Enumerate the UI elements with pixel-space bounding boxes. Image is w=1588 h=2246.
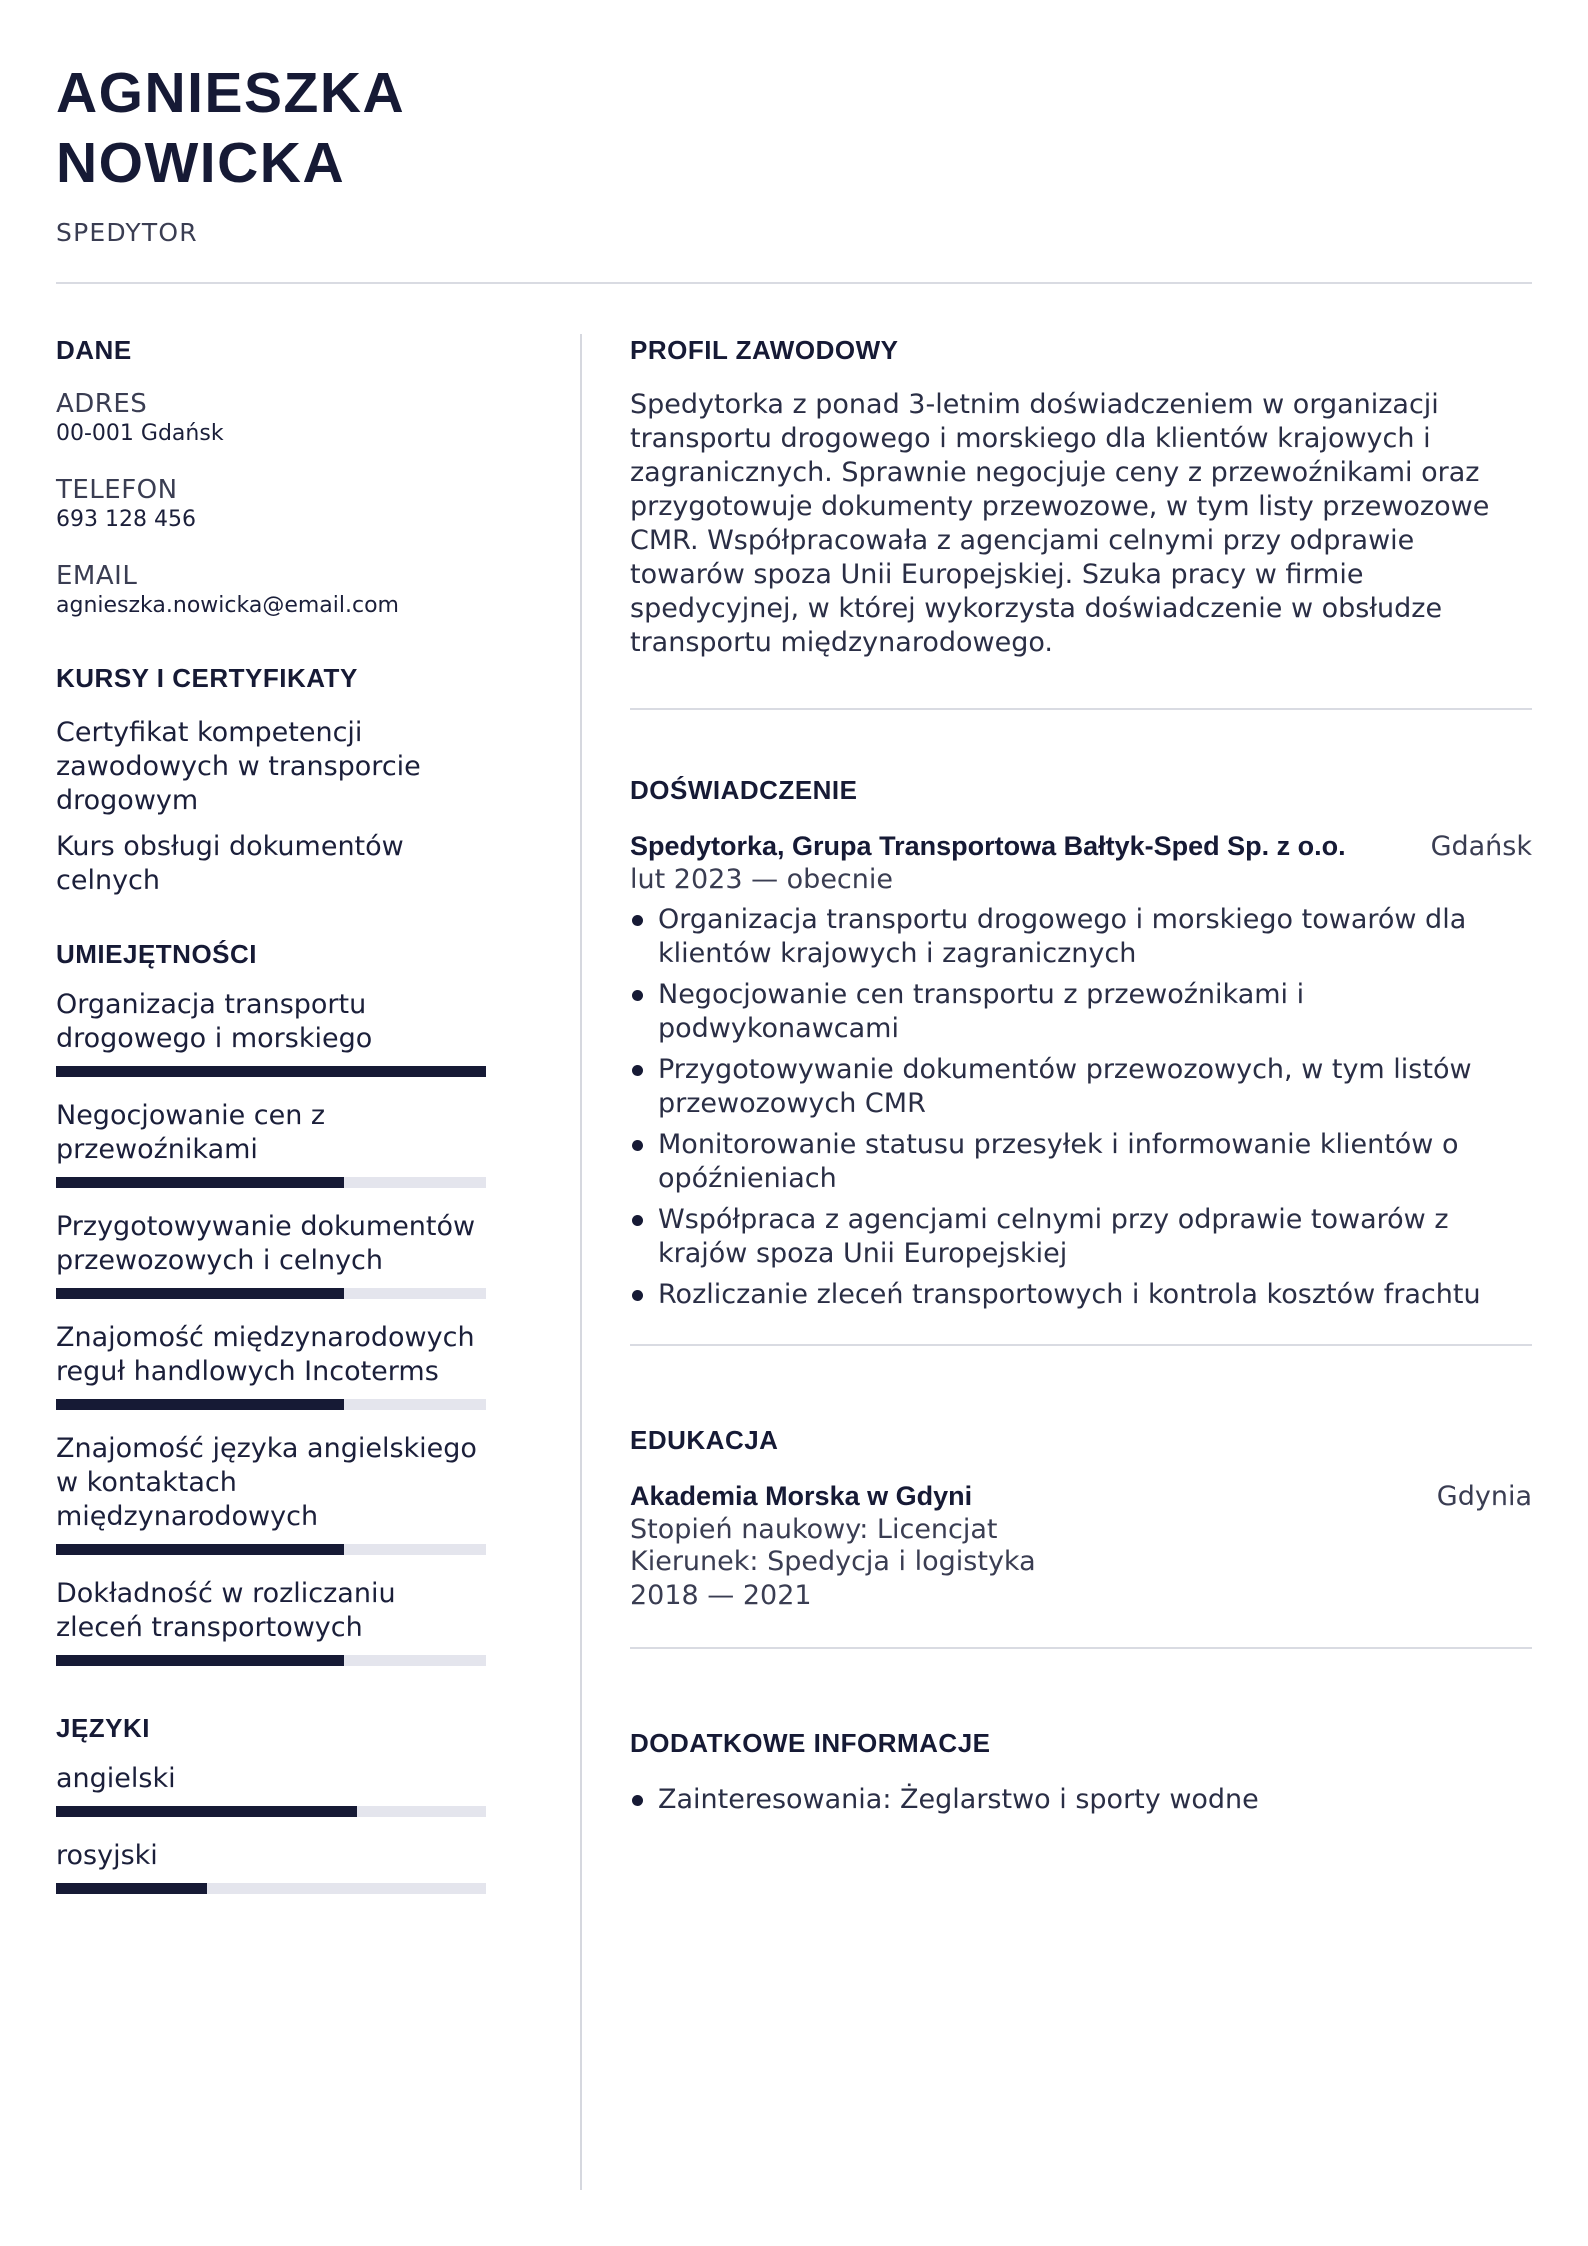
- bullet-item: [630, 903, 1532, 971]
- language-level-fill: [56, 1806, 357, 1817]
- bullet-item: [630, 1783, 1532, 1817]
- bullet-text: Organizacja transportu drogowego i morskiego towarów dla klientów krajowych i zagranicznych: [658, 904, 1467, 969]
- section-title: DANE: [56, 335, 132, 365]
- skill-item: [56, 1210, 486, 1299]
- field-label: EMAIL: [56, 561, 138, 591]
- contact-email: [56, 560, 486, 620]
- school-name: Akademia Morska w Gdyni: [630, 1481, 973, 1511]
- skills-list: [56, 988, 486, 1666]
- section-experience: [630, 774, 1532, 1312]
- skill-level-fill: [56, 1655, 344, 1666]
- name-last: NOWICKA: [56, 131, 346, 195]
- course-item: Certyfikat kompetencji zawodowych w transporcie drogowym: [56, 717, 421, 816]
- degree: Stopień naukowy: Licencjat: [630, 1514, 998, 1545]
- skill-name: Dokładność w rozliczaniu zleceń transportowych: [56, 1578, 396, 1643]
- job-location: Gdańsk: [1430, 831, 1532, 862]
- section-title: UMIEJĘTNOŚCI: [56, 939, 258, 969]
- school-location: Gdynia: [1436, 1481, 1532, 1512]
- section-title: KURSY I CERTYFIKATY: [56, 663, 358, 693]
- skill-name: Przygotowywanie dokumentów przewozowych i celnych: [56, 1211, 476, 1276]
- skill-name: Znajomość międzynarodowych reguł handlowych Incoterms: [56, 1322, 475, 1387]
- contact-phone: [56, 474, 486, 534]
- skill-name: Negocjowanie cen z przewoźnikami: [56, 1100, 326, 1165]
- bullet-text: Zainteresowania: Żeglarstwo i sporty wodne: [658, 1784, 1259, 1815]
- section-title: DOŚWIADCZENIE: [630, 775, 858, 805]
- skill-level-bar: [56, 1399, 486, 1410]
- field-of-study: Kierunek: Spedycja i logistyka: [630, 1546, 1036, 1577]
- bullet-text: Monitorowanie statusu przesyłek i informowanie klientów o opóźnieniach: [658, 1129, 1459, 1194]
- course-item: Kurs obsługi dokumentów celnych: [56, 831, 404, 896]
- field-value: 693 128 456: [56, 507, 196, 532]
- skill-item: [56, 1577, 486, 1666]
- section-skills: [56, 938, 486, 1666]
- section-divider: [630, 1344, 1532, 1346]
- job-title: SPEDYTOR: [56, 218, 198, 247]
- left-column: [56, 334, 486, 1894]
- language-level-fill: [56, 1883, 207, 1894]
- skill-level-fill: [56, 1177, 344, 1188]
- language-level-bar: [56, 1883, 486, 1894]
- contact-address: [56, 388, 486, 448]
- education-header: [630, 1480, 1532, 1513]
- field-label: TELEFON: [56, 475, 178, 505]
- job-responsibilities: [630, 903, 1532, 1312]
- skill-level-bar: [56, 1655, 486, 1666]
- section-courses: [56, 662, 486, 898]
- bullet-item: [630, 1278, 1532, 1312]
- skill-level-fill: [56, 1544, 344, 1555]
- languages-list: [56, 1762, 486, 1894]
- skill-level-fill: [56, 1066, 486, 1077]
- skill-item: [56, 1432, 486, 1555]
- skill-item: [56, 988, 486, 1077]
- section-divider: [630, 1647, 1532, 1649]
- bullet-dot-icon: [632, 1140, 643, 1151]
- bullet-item: [630, 1128, 1532, 1196]
- skill-level-fill: [56, 1399, 344, 1410]
- section-title: EDUKACJA: [630, 1425, 779, 1455]
- bullet-dot-icon: [632, 1065, 643, 1076]
- section-education: [630, 1424, 1532, 1613]
- candidate-name: [56, 58, 956, 198]
- skill-item: [56, 1321, 486, 1410]
- bullet-text: Współpraca z agencjami celnymi przy odprawie towarów z krajów spoza Unii Europejskiej: [658, 1204, 1449, 1269]
- education-dates: 2018 — 2021: [630, 1580, 812, 1611]
- bullet-dot-icon: [632, 1215, 643, 1226]
- section-profile: [630, 334, 1532, 660]
- skill-level-bar: [56, 1544, 486, 1555]
- right-column: [630, 334, 1532, 1817]
- section-divider: [630, 708, 1532, 710]
- skill-level-fill: [56, 1288, 344, 1299]
- skill-item: [56, 1099, 486, 1188]
- job-header: [630, 830, 1532, 863]
- section-title: DODATKOWE INFORMACJE: [630, 1728, 991, 1758]
- job-dates: lut 2023 — obecnie: [630, 864, 893, 895]
- skill-level-bar: [56, 1288, 486, 1299]
- section-title: PROFIL ZAWODOWY: [630, 335, 899, 365]
- skill-level-bar: [56, 1066, 486, 1077]
- language-item: [56, 1762, 486, 1817]
- skill-name: Znajomość języka angielskiego w kontaktach międzynarodowych: [56, 1433, 477, 1532]
- column-divider: [580, 334, 582, 2190]
- profile-text: Spedytorka z ponad 3-letnim doświadczeniem w organizacji transportu drogowego i morskiego dla klientów krajowych i zagranicznych. Sprawnie negocjuje ceny z przewoźnikami oraz przygotowuje dokumenty przewozowe, w tym listy przewozowe CMR. Współpracowała z agencjami celnymi przy odprawie towarów spoza Unii Europejskiej. Szuka pracy w firmie spedycyjnej, w której wykorzysta doświadczenie w obsłudze transportu międzynarodowego.: [630, 389, 1490, 658]
- bullet-item: [630, 1203, 1532, 1271]
- language-level-bar: [56, 1806, 486, 1817]
- bullet-text: Rozliczanie zleceń transportowych i kontrola kosztów frachtu: [658, 1279, 1481, 1310]
- bullet-dot-icon: [632, 915, 643, 926]
- bullet-text: Przygotowywanie dokumentów przewozowych, w tym listów przewozowych CMR: [658, 1054, 1472, 1119]
- language-name: angielski: [56, 1763, 176, 1794]
- section-additional: [630, 1727, 1532, 1817]
- name-first: AGNIESZKA: [56, 61, 406, 125]
- field-value: agnieszka.nowicka@email.com: [56, 593, 399, 618]
- bullet-item: [630, 978, 1532, 1046]
- skill-level-bar: [56, 1177, 486, 1188]
- language-name: rosyjski: [56, 1840, 158, 1871]
- field-value: 00-001 Gdańsk: [56, 421, 224, 446]
- language-item: [56, 1839, 486, 1894]
- bullet-dot-icon: [632, 990, 643, 1001]
- bullet-text: Negocjowanie cen transportu z przewoźnikami i podwykonawcami: [658, 979, 1305, 1044]
- bullet-item: [630, 1053, 1532, 1121]
- job-position: Spedytorka, Grupa Transportowa Bałtyk-Sped Sp. z o.o.: [630, 831, 1346, 861]
- bullet-dot-icon: [632, 1795, 643, 1806]
- field-label: ADRES: [56, 389, 148, 419]
- section-languages: [56, 1712, 486, 1894]
- additional-list: [630, 1783, 1532, 1817]
- section-title: JĘZYKI: [56, 1713, 151, 1743]
- skill-name: Organizacja transportu drogowego i morskiego: [56, 989, 373, 1054]
- bullet-dot-icon: [632, 1290, 643, 1301]
- section-dane: [56, 334, 486, 620]
- header-divider: [56, 282, 1532, 284]
